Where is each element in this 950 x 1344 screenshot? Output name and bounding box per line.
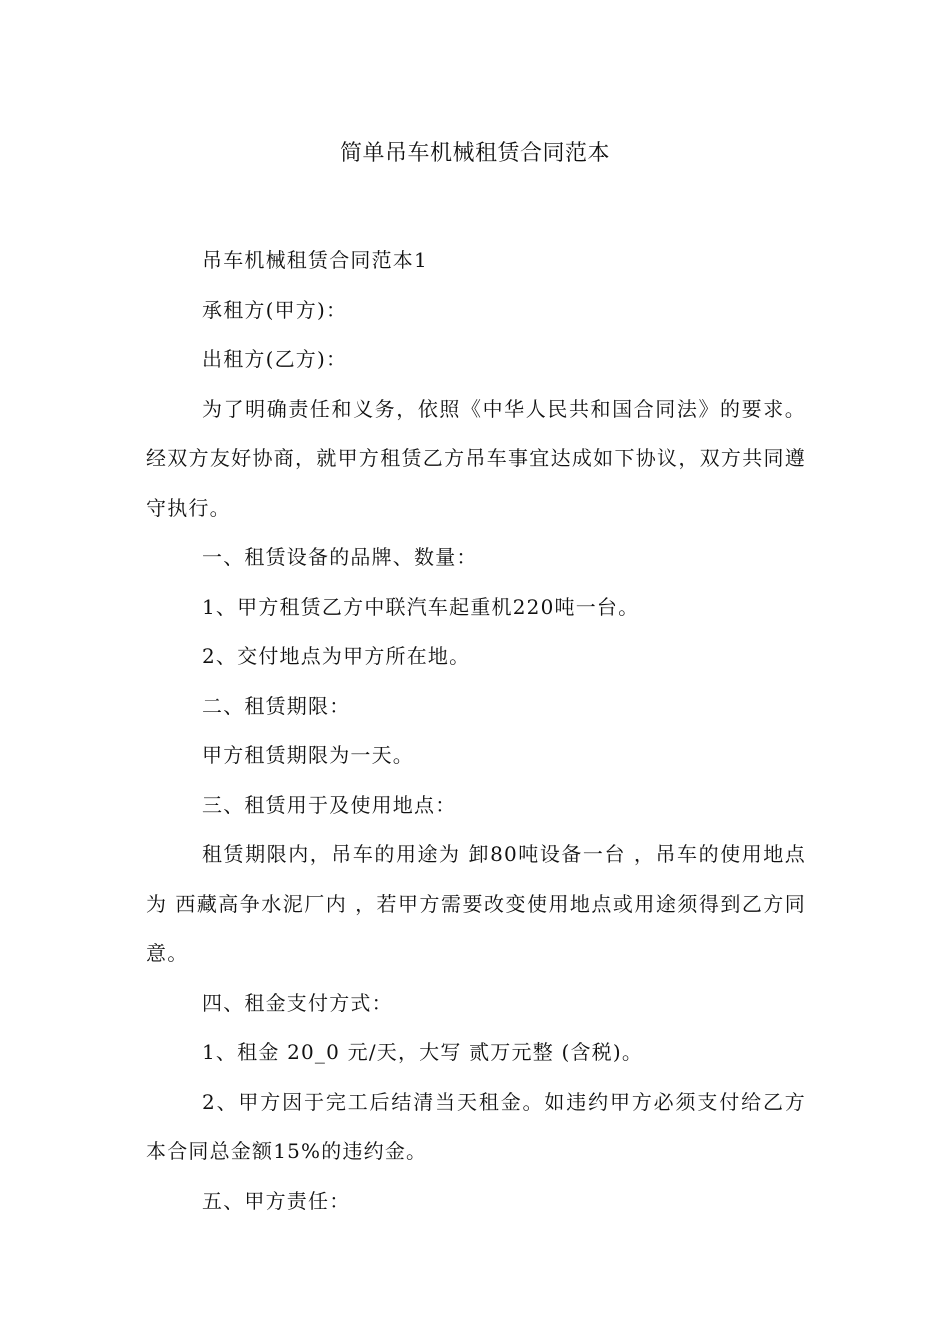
document-body [146, 236, 806, 1226]
section-heading-term: 二、租赁期限： [202, 693, 351, 718]
paragraph-equipment-item-1: 1、甲方租赁乙方中联汽车起重机220吨一台。 [202, 594, 640, 619]
section-heading-lessee-duties: 五、甲方责任： [202, 1188, 351, 1213]
section-heading-payment: 四、租金支付方式： [202, 990, 393, 1015]
paragraph-term: 甲方租赁期限为一天。 [202, 743, 414, 767]
paragraph-preamble: 为了明确责任和义务，依照《中华人民共和国合同法》的要求。经双方友好协商，就甲方租赁乙方吊车事宜达成如下协议，双方共同遵守执行。 [146, 396, 806, 520]
paragraph-lessor: 出租方(乙方)： [202, 347, 348, 371]
section-heading-usage: 三、租赁用于及使用地点： [202, 792, 457, 817]
paragraph-lessee: 承租方(甲方)： [202, 297, 348, 322]
paragraph-usage: 租赁期限内，吊车的用途为 卸80吨设备一台 ，吊车的使用地点为 西藏高争水泥厂内 ，若甲方需要改变使用地点或用途须得到乙方同意。 [146, 842, 806, 965]
document-title: 简单吊车机械租赁合同范本 [339, 141, 610, 166]
paragraph-equipment-item-2: 2、交付地点为甲方所在地。 [202, 644, 471, 668]
paragraph-payment-item-1: 1、租金 20_0 元/天，大写 贰万元整 (含税)。 [202, 1040, 644, 1064]
section-heading-equipment: 一、租赁设备的品牌、数量： [202, 545, 478, 569]
paragraph-contract-heading: 吊车机械租赁合同范本1 [202, 248, 428, 272]
paragraph-payment-item-2: 2、甲方因于完工后结清当天租金。如违约甲方必须支付给乙方本合同总金额15%的违约金。 [146, 1089, 806, 1163]
